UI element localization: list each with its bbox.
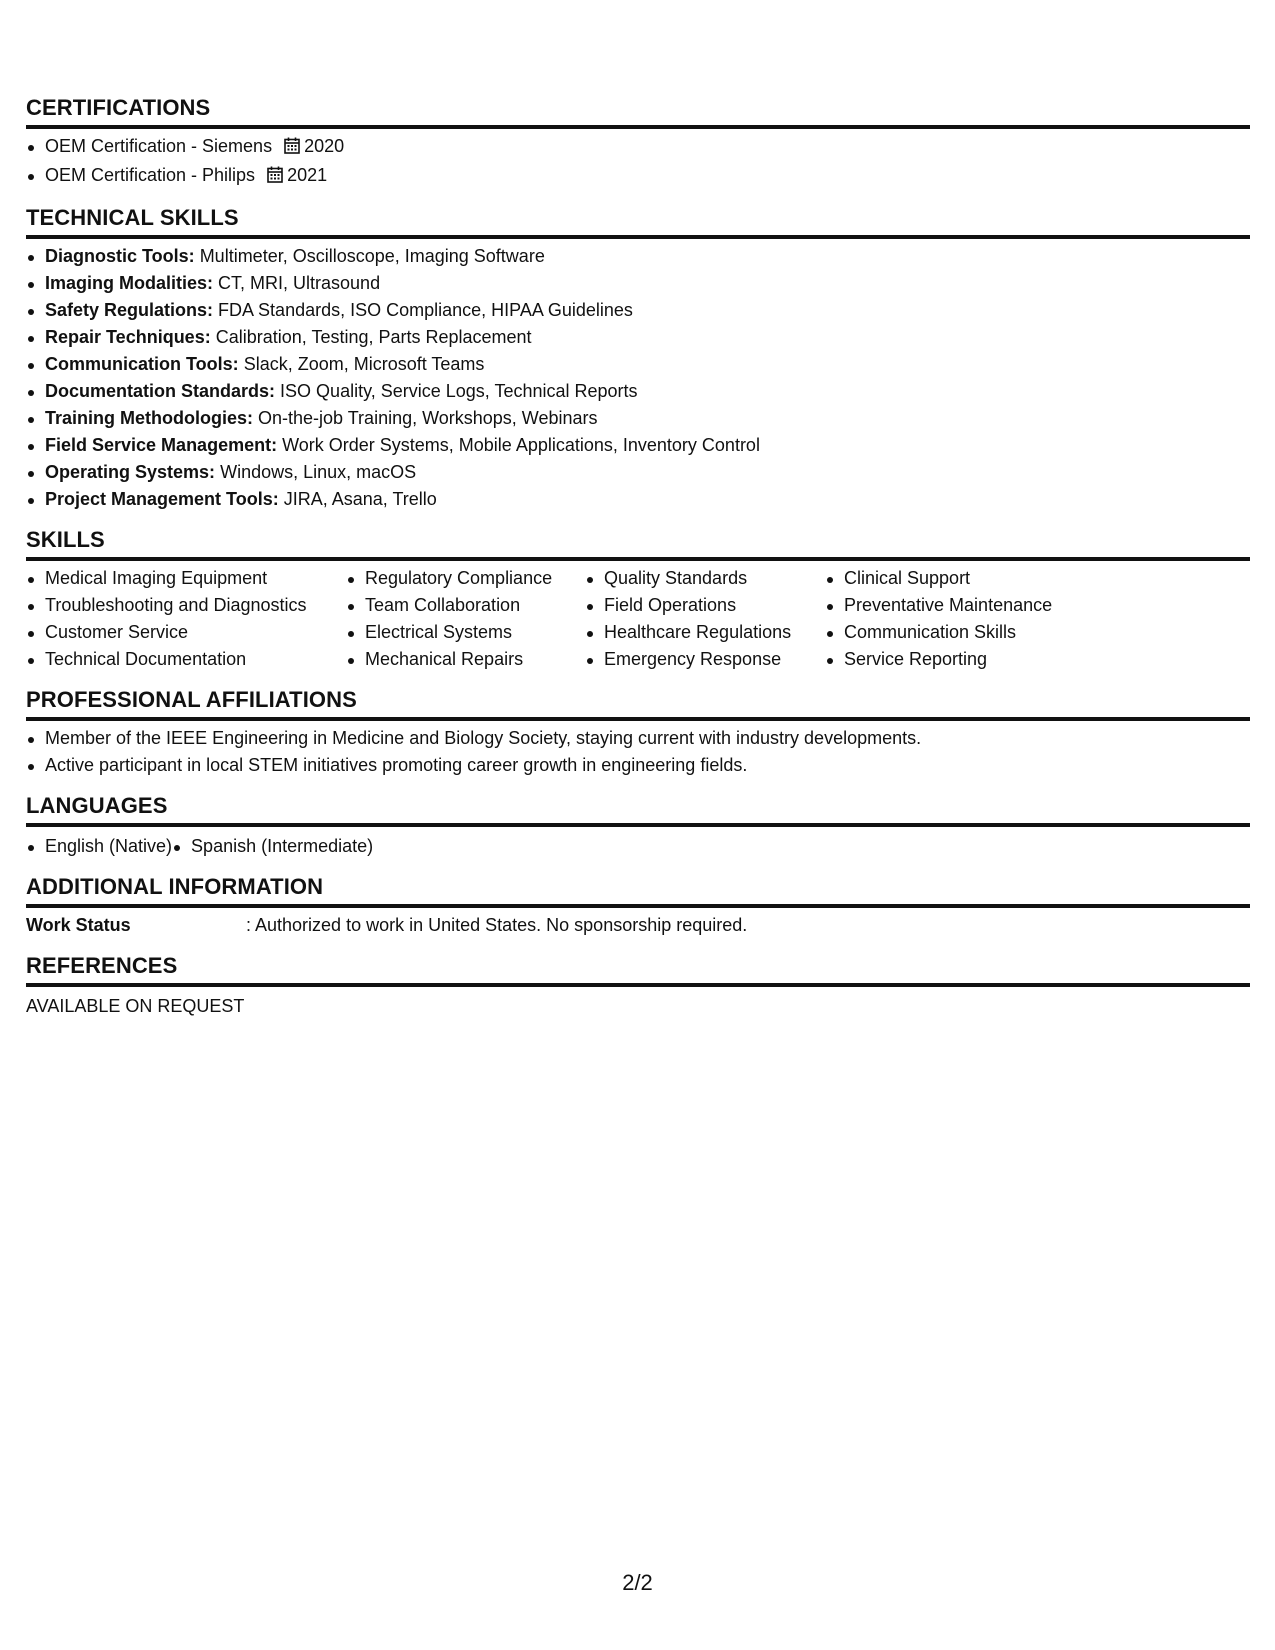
work-status-row — [26, 912, 1250, 939]
skill-value: ISO Quality, Service Logs, Technical Reports — [280, 381, 638, 401]
list-item: Preventative Maintenance — [825, 592, 1085, 619]
references-section — [26, 953, 1250, 1020]
list-item: Quality Standards — [585, 565, 825, 592]
calendar-icon — [284, 135, 300, 162]
skills-grid — [26, 565, 1250, 673]
certification-year: 2021 — [287, 165, 328, 185]
list-item: Service Reporting — [825, 646, 1085, 673]
list-item: Medical Imaging Equipment — [26, 565, 346, 592]
page-number: 2/2 — [622, 1570, 653, 1595]
section-title: CERTIFICATIONS — [26, 95, 1250, 129]
list-item — [26, 297, 1250, 324]
languages-list — [26, 833, 1250, 860]
skill-label: Imaging Modalities: — [45, 273, 214, 293]
skills-column — [825, 565, 1085, 673]
skill-value: Calibration, Testing, Parts Replacement — [215, 327, 532, 347]
certifications-list — [26, 133, 1250, 191]
skill-value: JIRA, Asana, Trello — [283, 489, 437, 509]
list-item: Regulatory Compliance — [346, 565, 585, 592]
list-item: Emergency Response — [585, 646, 825, 673]
list-item: Team Collaboration — [346, 592, 585, 619]
list-item: Electrical Systems — [346, 619, 585, 646]
skill-value: Windows, Linux, macOS — [220, 462, 417, 482]
skills-column — [26, 565, 346, 673]
skill-label: Project Management Tools: — [45, 489, 279, 509]
affiliations-section — [26, 687, 1250, 779]
skills-section — [26, 527, 1250, 673]
language-group — [172, 833, 373, 860]
language-group — [26, 833, 172, 860]
list-item — [26, 486, 1250, 513]
list-item — [26, 324, 1250, 351]
skill-value: CT, MRI, Ultrasound — [218, 273, 381, 293]
certifications-section — [26, 95, 1250, 191]
list-item — [26, 243, 1250, 270]
list-item: Troubleshooting and Diagnostics — [26, 592, 346, 619]
resume-page — [26, 95, 1250, 1034]
skill-label: Diagnostic Tools: — [45, 246, 195, 266]
list-item: Active participant in local STEM initiatives promoting career growth in engineering fields. — [26, 752, 1250, 779]
list-item: Technical Documentation — [26, 646, 346, 673]
work-status-value: : Authorized to work in United States. No sponsorship required. — [246, 915, 748, 935]
list-item: Field Operations — [585, 592, 825, 619]
skills-column — [585, 565, 825, 673]
list-item: Healthcare Regulations — [585, 619, 825, 646]
affiliations-list — [26, 725, 1250, 779]
list-item — [26, 133, 1250, 162]
skill-value: FDA Standards, ISO Compliance, HIPAA Guidelines — [218, 300, 633, 320]
certification-year: 2020 — [304, 136, 345, 156]
skill-value: Work Order Systems, Mobile Applications, Inventory Control — [282, 435, 760, 455]
section-title: ADDITIONAL INFORMATION — [26, 874, 1250, 908]
skill-label: Operating Systems: — [45, 462, 216, 482]
skill-value: Slack, Zoom, Microsoft Teams — [243, 354, 485, 374]
skill-label: Field Service Management: — [45, 435, 278, 455]
work-status-label: Work Status — [26, 915, 131, 935]
section-title: TECHNICAL SKILLS — [26, 205, 1250, 239]
technical-skills-section — [26, 205, 1250, 513]
list-item — [26, 270, 1250, 297]
skill-value: On-the-job Training, Workshops, Webinars — [258, 408, 598, 428]
list-item: Clinical Support — [825, 565, 1085, 592]
section-title: LANGUAGES — [26, 793, 1250, 827]
skill-label: Communication Tools: — [45, 354, 239, 374]
list-item — [26, 432, 1250, 459]
languages-section — [26, 793, 1250, 860]
additional-info-section — [26, 874, 1250, 939]
section-title: PROFESSIONAL AFFILIATIONS — [26, 687, 1250, 721]
section-title: SKILLS — [26, 527, 1250, 561]
list-item — [26, 405, 1250, 432]
list-item: Mechanical Repairs — [346, 646, 585, 673]
calendar-icon — [267, 164, 283, 191]
list-item: Member of the IEEE Engineering in Medicine and Biology Society, staying current with industry developments. — [26, 725, 1250, 752]
list-item — [26, 162, 1250, 191]
list-item: English (Native) — [26, 833, 172, 860]
list-item — [26, 459, 1250, 486]
skill-value: Multimeter, Oscilloscope, Imaging Software — [199, 246, 545, 266]
technical-skills-list — [26, 243, 1250, 513]
list-item: Spanish (Intermediate) — [172, 833, 373, 860]
section-title: REFERENCES — [26, 953, 1250, 987]
certification-name: OEM Certification - Siemens — [45, 136, 273, 156]
certification-name: OEM Certification - Philips — [45, 165, 256, 185]
skills-column — [346, 565, 585, 673]
list-item — [26, 351, 1250, 378]
skill-label: Repair Techniques: — [45, 327, 211, 347]
skill-label: Safety Regulations: — [45, 300, 214, 320]
skill-label: Documentation Standards: — [45, 381, 276, 401]
skill-label: Training Methodologies: — [45, 408, 253, 428]
list-item: Customer Service — [26, 619, 346, 646]
references-text: AVAILABLE ON REQUEST — [26, 996, 245, 1016]
list-item: Communication Skills — [825, 619, 1085, 646]
list-item — [26, 378, 1250, 405]
